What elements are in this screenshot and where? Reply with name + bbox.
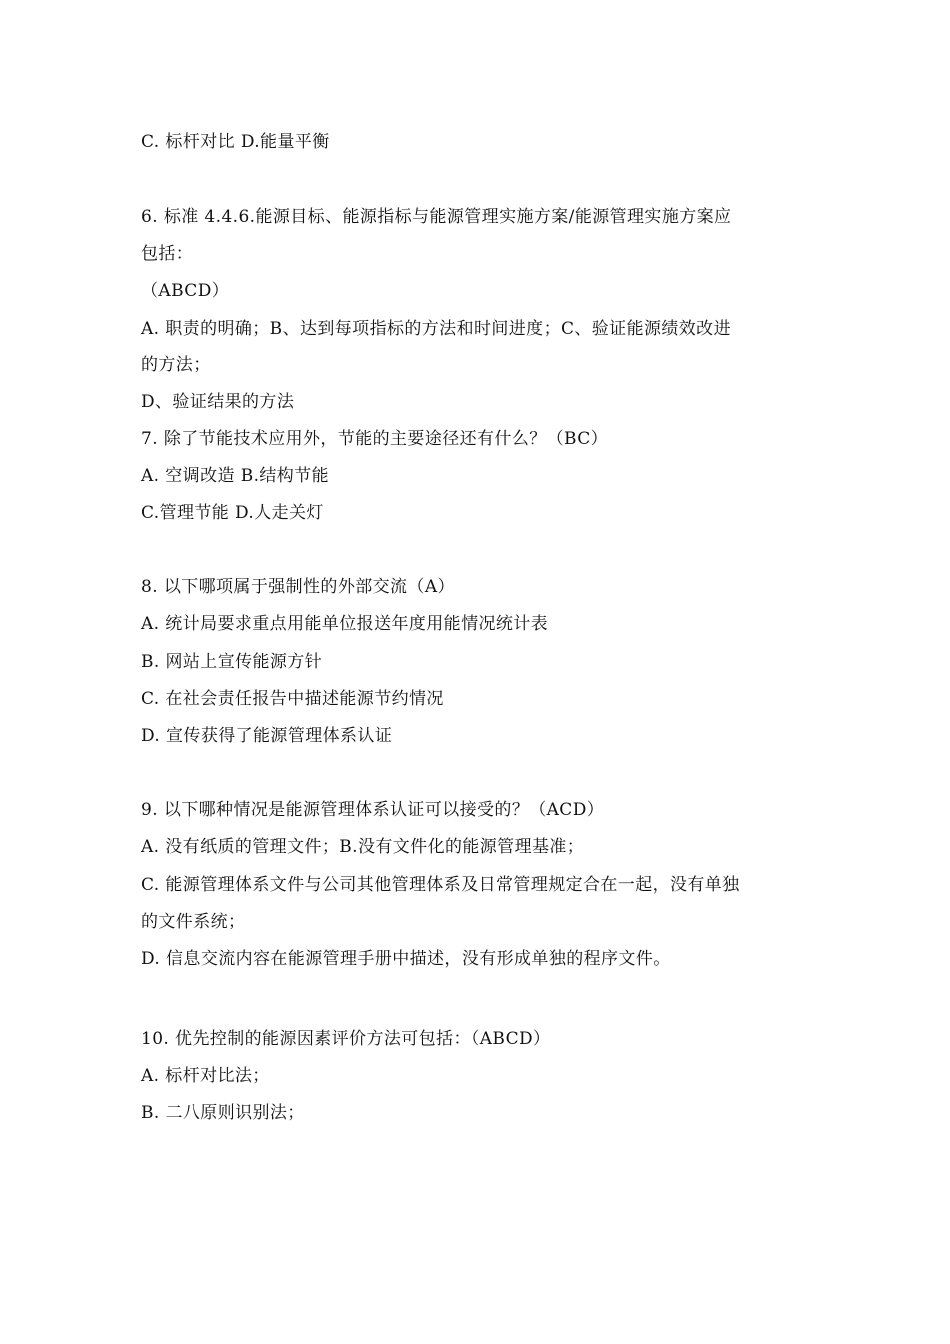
- q10-question: 10. 优先控制的能源因素评价方法可包括：（ABCD）: [141, 1029, 551, 1049]
- q8-option-d: D. 宣传获得了能源管理体系认证: [141, 726, 393, 746]
- q6-answer: （ABCD）: [141, 281, 230, 301]
- q7-options-cd: C.管理节能 D.人走关灯: [141, 503, 324, 523]
- q10-option-b: B. 二八原则识别法；: [141, 1103, 305, 1123]
- q10-option-a: A. 标杆对比法；: [141, 1066, 270, 1086]
- q9-option-c-cont: 的文件系统；: [141, 912, 246, 932]
- q8-option-b: B. 网站上宣传能源方针: [141, 652, 323, 672]
- q6-option-a: A. 职责的明确；B、达到每项指标的方法和时间进度；C、验证能源绩效改进: [141, 319, 731, 339]
- q7-options-ab: A. 空调改造 B.结构节能: [141, 466, 329, 486]
- q6-option-d: D、验证结果的方法: [141, 392, 295, 412]
- q6-option-a-cont: 的方法；: [141, 355, 211, 375]
- q8-question: 8. 以下哪项属于强制性的外部交流（A）: [141, 577, 455, 597]
- q9-question: 9. 以下哪种情况是能源管理体系认证可以接受的？（ACD）: [141, 800, 605, 820]
- q9-option-c: C. 能源管理体系文件与公司其他管理体系及日常管理规定合在一起，没有单独: [141, 875, 740, 895]
- q6-question: 6. 标准 4.4.6.能源目标、能源指标与能源管理实施方案/能源管理实施方案应: [141, 207, 732, 227]
- q8-option-c: C. 在社会责任报告中描述能源节约情况: [141, 689, 444, 709]
- q9-option-d: D. 信息交流内容在能源管理手册中描述，没有形成单独的程序文件。: [141, 949, 671, 969]
- q9-options-ab: A. 没有纸质的管理文件；B.没有文件化的能源管理基准；: [141, 837, 585, 857]
- q7-question: 7. 除了节能技术应用外，节能的主要途径还有什么？（BC）: [141, 429, 609, 449]
- q5-options-cd: C. 标杆对比 D.能量平衡: [141, 132, 330, 152]
- q6-question-cont: 包括：: [141, 244, 194, 264]
- q8-option-a: A. 统计局要求重点用能单位报送年度用能情况统计表: [141, 614, 549, 634]
